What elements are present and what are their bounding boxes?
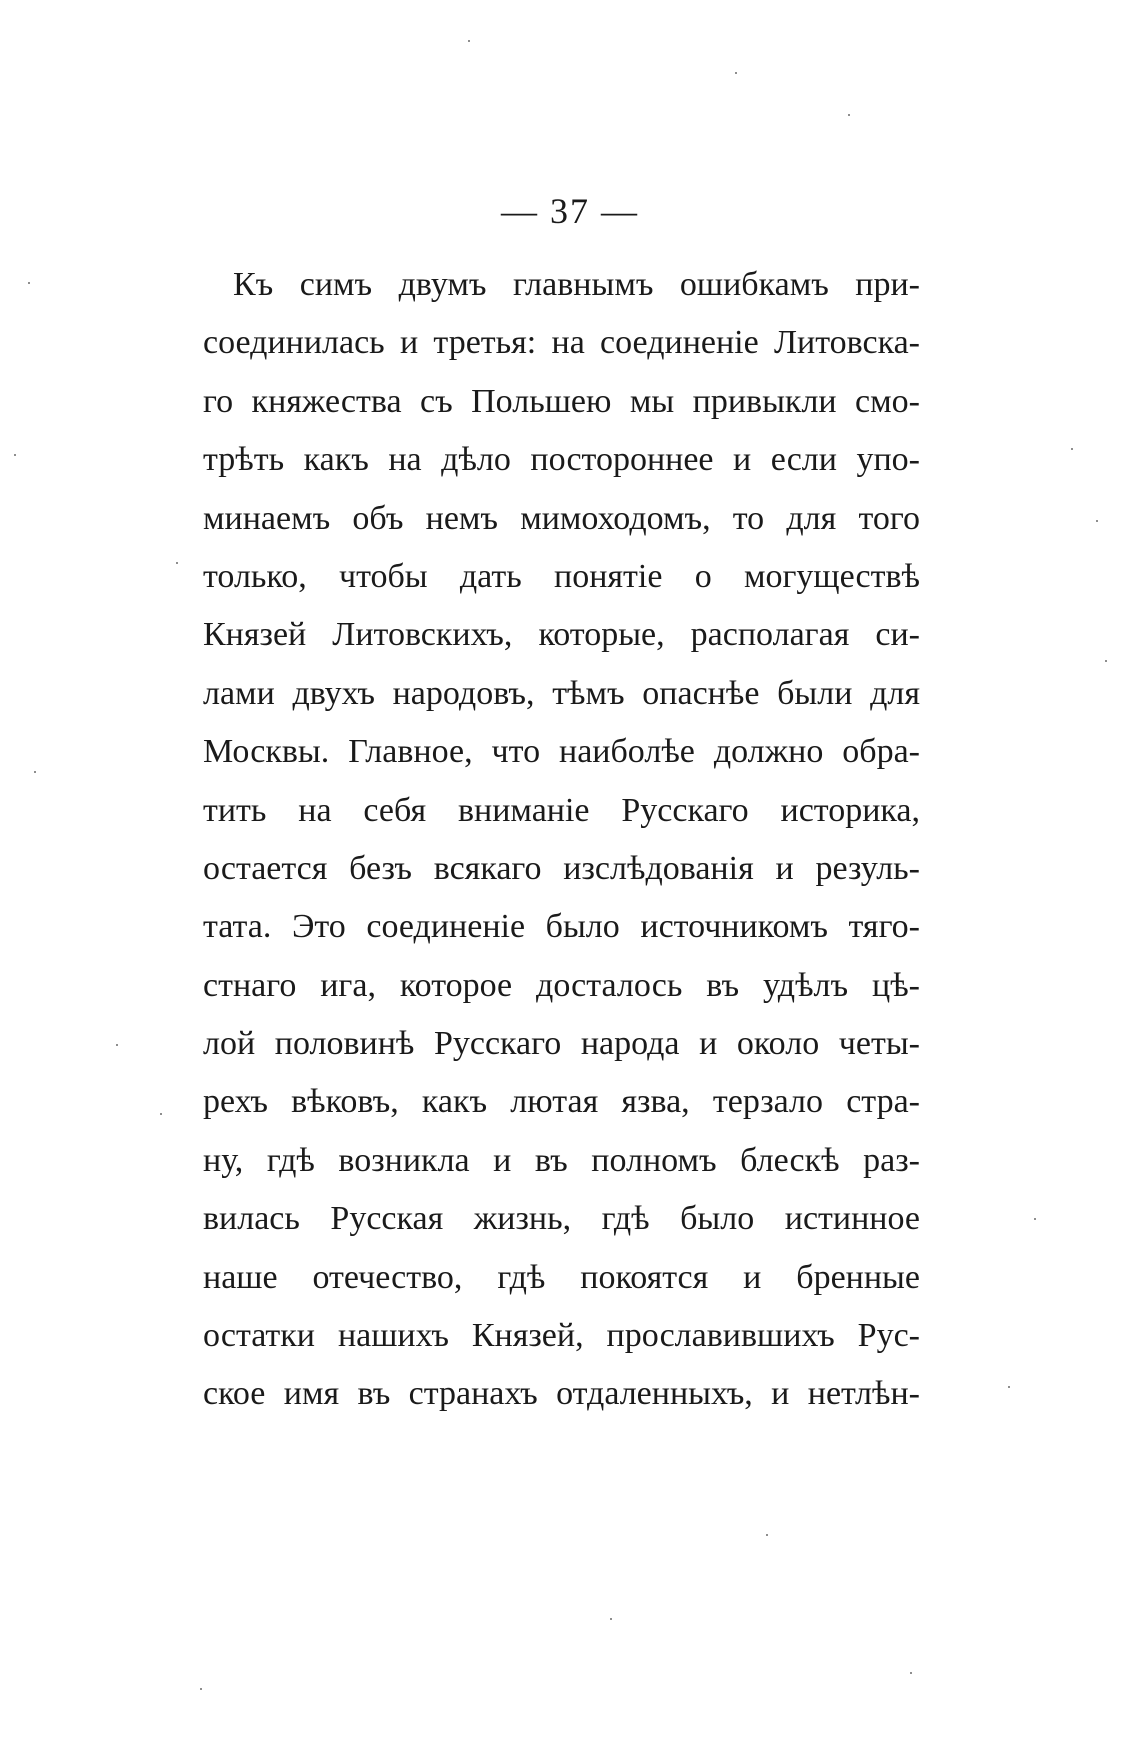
text-line: Къ симъ двумъ главнымъ ошибкамъ при- (233, 266, 920, 303)
paper-speck (735, 72, 737, 74)
paper-speck (910, 1672, 912, 1674)
text-line: лой половинѣ Русскаго народа и около четы- (203, 1025, 920, 1063)
text-line: остается безъ всякаго изслѣдованія и резуль- (203, 849, 920, 887)
paper-speck (28, 282, 30, 284)
text-line: трѣть какъ на дѣло постороннее и если упо- (203, 441, 920, 479)
paper-speck (1105, 660, 1107, 662)
paper-speck (1034, 1218, 1036, 1220)
paper-speck (14, 454, 16, 456)
text-line: вилась Русская жизнь, гдѣ было истинное (203, 1200, 920, 1238)
text-line: остатки нашихъ Князей, прославившихъ Рус- (203, 1317, 920, 1355)
paper-speck (34, 771, 36, 773)
paper-speck (1071, 448, 1073, 450)
text-line: стнаго ига, которое досталось въ удѣлъ цѣ- (203, 966, 920, 1004)
text-line: лами двухъ народовъ, тѣмъ опаснѣе были для (203, 674, 920, 712)
paper-speck (610, 1618, 612, 1620)
text-line: соединилась и третья: на соединеніе Литовска- (203, 324, 920, 362)
text-line: рехъ вѣковъ, какъ лютая язва, терзало стра- (203, 1083, 920, 1121)
paper-speck (1008, 1386, 1010, 1388)
text-line: го княжества съ Польшею мы привыкли смо- (203, 382, 920, 420)
paper-speck (160, 1113, 162, 1115)
paper-speck (848, 114, 850, 116)
body-text (203, 256, 920, 1424)
text-line: тить на себя вниманіе Русскаго историка, (203, 791, 920, 829)
text-line: тата. Это соединеніе было источникомъ тяго- (203, 908, 920, 946)
paper-speck (176, 562, 178, 564)
text-line: Москвы. Главное, что наиболѣе должно обра- (203, 733, 920, 771)
paper-speck (1096, 520, 1098, 522)
paper-speck (200, 1688, 202, 1690)
text-line: наше отечество, гдѣ покоятся и бренные (203, 1258, 920, 1296)
page-number: — 37 — (501, 191, 639, 231)
text-line: только, чтобы дать понятіе о могуществѣ (203, 557, 920, 595)
paper-speck (116, 1044, 118, 1046)
text-line: ское имя въ странахъ отдаленныхъ, и нетлѣн- (203, 1375, 920, 1413)
paper-speck (766, 1534, 768, 1536)
text-line: Князей Литовскихъ, которые, располагая си- (203, 616, 920, 654)
text-line: ну, гдѣ возникла и въ полномъ блескѣ раз- (203, 1141, 920, 1179)
paper-speck (468, 40, 470, 42)
text-line: минаемъ объ немъ мимоходомъ, то для того (203, 499, 920, 537)
